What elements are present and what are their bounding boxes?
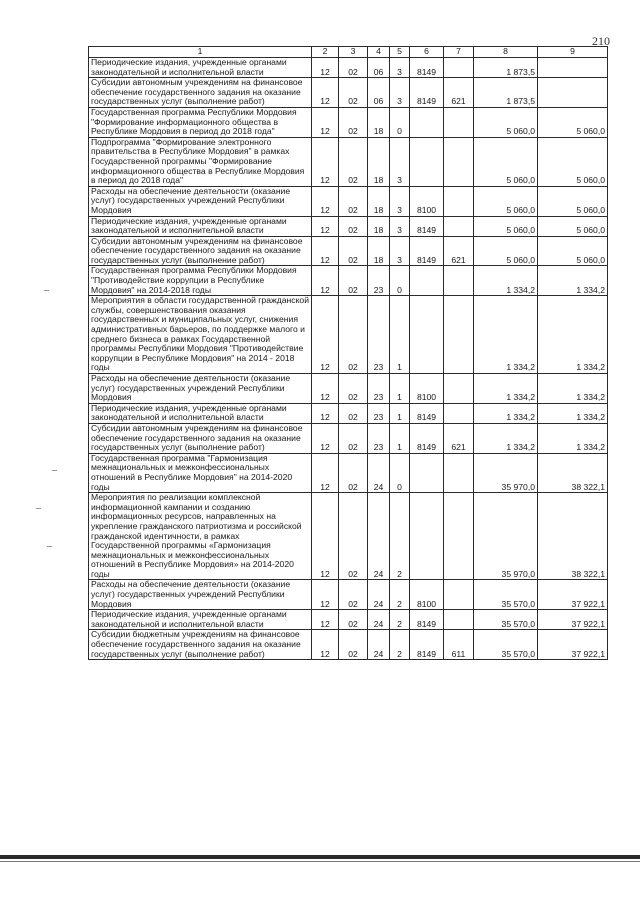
header-cell: 8: [474, 47, 538, 58]
table-row: [89, 630, 608, 660]
cell-c3: 02: [339, 610, 368, 630]
cell-c4: 18: [368, 107, 390, 137]
table-row: [89, 453, 608, 492]
cell-c4: 06: [368, 58, 390, 78]
cell-c3: 02: [339, 58, 368, 78]
row-description: Государственная программа Республики Мордовия "Формирование информационного общества в Республике Мордовия в период до 2018 года": [89, 107, 312, 137]
row-description: Государственная программа Республики Мордовия "Противодействие коррупции в Республике Мордовия" на 2014-2018 годы: [89, 266, 312, 296]
cell-c6: 8149: [410, 630, 444, 660]
cell-c2: 12: [312, 610, 339, 630]
row-description: Субсидии автономным учреждениям на финансовое обеспечение государственного задания на оказание государственных услуг (выполнение работ): [89, 236, 312, 266]
cell-c2: 12: [312, 296, 339, 374]
cell-c2: 12: [312, 374, 339, 404]
cell-c4: 18: [368, 236, 390, 266]
cell-c3: 02: [339, 266, 368, 296]
table-row: [89, 58, 608, 78]
row-description: Субсидии автономным учреждениям на финансовое обеспечение государственного задания на оказание государственных услуг (выполнение работ): [89, 423, 312, 453]
cell-c8: 5 060,0: [474, 186, 538, 216]
cell-c7: [444, 580, 474, 610]
row-description: Субсидии бюджетным учреждениям на финансовое обеспечение государственного задания на оказание государственных услуг (выполнение работ): [89, 630, 312, 660]
cell-c9: [538, 78, 608, 108]
row-description: Расходы на обеспечение деятельности (оказание услуг) государственных учреждений Республики Мордовия: [89, 580, 312, 610]
cell-c7: [444, 137, 474, 186]
cell-c6: 8100: [410, 374, 444, 404]
cell-c6: 8149: [410, 423, 444, 453]
margin-mark: [36, 508, 41, 509]
table-row: [89, 610, 608, 630]
cell-c5: 2: [390, 610, 410, 630]
cell-c2: 12: [312, 216, 339, 236]
cell-c9: 5 060,0: [538, 186, 608, 216]
cell-c6: [410, 296, 444, 374]
table-row: [89, 137, 608, 186]
cell-c9: 5 060,0: [538, 107, 608, 137]
row-description: Периодические издания, учрежденные органами законодательной и исполнительной власти: [89, 216, 312, 236]
cell-c4: 23: [368, 403, 390, 423]
table-row: [89, 296, 608, 374]
row-description: Субсидии автономным учреждениям на финансовое обеспечение государственного задания на оказание государственных услуг (выполнение работ): [89, 78, 312, 108]
cell-c2: 12: [312, 107, 339, 137]
cell-c3: 02: [339, 236, 368, 266]
cell-c5: 1: [390, 403, 410, 423]
cell-c5: 3: [390, 137, 410, 186]
page-bottom-border: [0, 855, 640, 859]
header-cell: 2: [312, 47, 339, 58]
cell-c3: 02: [339, 493, 368, 580]
cell-c5: 0: [390, 453, 410, 492]
cell-c9: 1 334,2: [538, 423, 608, 453]
cell-c6: [410, 453, 444, 492]
table-row: [89, 580, 608, 610]
cell-c2: 12: [312, 423, 339, 453]
header-row: [89, 47, 608, 58]
row-description: Мероприятия в области государственной гражданской службы, совершенствования оказания государственных и муниципальных услуг, снижения административных барьеров, по поддержке малого и среднего бизнеса в рамках Государственной программы Республики Мордовия "Противодействие коррупции в Республике Мордовия" на 2014 - 2018 годы: [89, 296, 312, 374]
cell-c7: [444, 186, 474, 216]
row-description: Государственная программа "Гармонизация межнациональных и межконфессиональных отношений в Республике Мордовия" на 2014-2020 годы: [89, 453, 312, 492]
cell-c2: 12: [312, 78, 339, 108]
row-description: Расходы на обеспечение деятельности (оказание услуг) государственных учреждений Республики Мордовия: [89, 186, 312, 216]
cell-c8: 5 060,0: [474, 216, 538, 236]
page-number: 210: [592, 34, 610, 48]
cell-c7: [444, 296, 474, 374]
cell-c7: 621: [444, 423, 474, 453]
cell-c3: 02: [339, 78, 368, 108]
table-row: [89, 266, 608, 296]
cell-c4: 18: [368, 186, 390, 216]
cell-c7: 621: [444, 236, 474, 266]
cell-c5: 1: [390, 423, 410, 453]
cell-c2: 12: [312, 266, 339, 296]
cell-c7: [444, 266, 474, 296]
cell-c3: 02: [339, 423, 368, 453]
cell-c9: 38 322,1: [538, 453, 608, 492]
header-cell: 1: [89, 47, 312, 58]
table-row: [89, 107, 608, 137]
cell-c4: 23: [368, 423, 390, 453]
cell-c7: [444, 493, 474, 580]
cell-c3: 02: [339, 186, 368, 216]
cell-c6: 8149: [410, 78, 444, 108]
cell-c9: 1 334,2: [538, 403, 608, 423]
cell-c8: 1 334,2: [474, 374, 538, 404]
cell-c2: 12: [312, 236, 339, 266]
cell-c8: 1 873,5: [474, 78, 538, 108]
cell-c7: [444, 403, 474, 423]
cell-c8: 35 570,0: [474, 610, 538, 630]
cell-c5: 1: [390, 296, 410, 374]
cell-c8: 1 334,2: [474, 423, 538, 453]
cell-c7: [444, 453, 474, 492]
cell-c3: 02: [339, 296, 368, 374]
page-bottom-border-thin: [0, 861, 640, 862]
cell-c2: 12: [312, 453, 339, 492]
cell-c8: 35 570,0: [474, 580, 538, 610]
cell-c5: 0: [390, 107, 410, 137]
cell-c8: 35 570,0: [474, 630, 538, 660]
cell-c8: 5 060,0: [474, 137, 538, 186]
cell-c3: 02: [339, 107, 368, 137]
cell-c7: 621: [444, 78, 474, 108]
header-cell: 6: [410, 47, 444, 58]
cell-c5: 3: [390, 216, 410, 236]
cell-c9: 5 060,0: [538, 216, 608, 236]
header-cell: 3: [339, 47, 368, 58]
cell-c5: 2: [390, 580, 410, 610]
cell-c7: 611: [444, 630, 474, 660]
budget-table: [88, 46, 608, 660]
cell-c4: 24: [368, 493, 390, 580]
cell-c8: 5 060,0: [474, 236, 538, 266]
cell-c6: [410, 107, 444, 137]
cell-c5: 2: [390, 630, 410, 660]
table-row: [89, 493, 608, 580]
table-row: [89, 374, 608, 404]
cell-c4: 24: [368, 453, 390, 492]
cell-c6: 8100: [410, 186, 444, 216]
cell-c6: [410, 266, 444, 296]
cell-c8: 5 060,0: [474, 107, 538, 137]
cell-c3: 02: [339, 630, 368, 660]
cell-c9: 37 922,1: [538, 610, 608, 630]
table-row: [89, 78, 608, 108]
cell-c2: 12: [312, 630, 339, 660]
cell-c6: 8100: [410, 580, 444, 610]
cell-c8: 1 873,5: [474, 58, 538, 78]
cell-c2: 12: [312, 186, 339, 216]
cell-c7: [444, 216, 474, 236]
cell-c5: 3: [390, 186, 410, 216]
cell-c8: 35 970,0: [474, 453, 538, 492]
cell-c7: [444, 58, 474, 78]
cell-c5: 0: [390, 266, 410, 296]
row-description: Подпрограмма "Формирование электронного правительства в Республике Мордовия" в рамках Государственной программы "Формирование информационного общества в Республике Мордовия в период до 2018 года": [89, 137, 312, 186]
cell-c8: 35 970,0: [474, 493, 538, 580]
header-cell: 9: [538, 47, 608, 58]
cell-c2: 12: [312, 137, 339, 186]
cell-c6: 8149: [410, 58, 444, 78]
row-description: Мероприятия по реализации комплексной информационной кампании и созданию информационных ресурсов, направленных на укрепление гражданского патриотизма и российской гражданской идентичности, в рамках Государственной программы «Гармонизация межнациональных и межконфессиональных отношений в Республике Мордовия» на 2014-2020 годы: [89, 493, 312, 580]
cell-c3: 02: [339, 403, 368, 423]
cell-c6: 8149: [410, 216, 444, 236]
cell-c4: 18: [368, 137, 390, 186]
cell-c4: 06: [368, 78, 390, 108]
table-row: [89, 403, 608, 423]
cell-c6: 8149: [410, 236, 444, 266]
cell-c2: 12: [312, 403, 339, 423]
cell-c7: [444, 107, 474, 137]
cell-c3: 02: [339, 453, 368, 492]
cell-c4: 24: [368, 630, 390, 660]
margin-mark: [47, 546, 52, 547]
cell-c5: 3: [390, 236, 410, 266]
cell-c9: 37 922,1: [538, 630, 608, 660]
cell-c9: 1 334,2: [538, 266, 608, 296]
cell-c3: 02: [339, 216, 368, 236]
cell-c6: [410, 493, 444, 580]
table-row: [89, 186, 608, 216]
cell-c7: [444, 374, 474, 404]
row-description: Расходы на обеспечение деятельности (оказание услуг) государственных учреждений Республики Мордовия: [89, 374, 312, 404]
table-row: [89, 216, 608, 236]
header-cell: 4: [368, 47, 390, 58]
cell-c4: 18: [368, 216, 390, 236]
table-row: [89, 236, 608, 266]
row-description: Периодические издания, учрежденные органами законодательной и исполнительной власти: [89, 58, 312, 78]
cell-c3: 02: [339, 580, 368, 610]
table-row: [89, 423, 608, 453]
cell-c5: 3: [390, 78, 410, 108]
cell-c6: [410, 137, 444, 186]
cell-c9: 5 060,0: [538, 236, 608, 266]
cell-c4: 24: [368, 610, 390, 630]
cell-c9: [538, 58, 608, 78]
cell-c5: 3: [390, 58, 410, 78]
cell-c8: 1 334,2: [474, 403, 538, 423]
margin-mark: [44, 290, 49, 291]
cell-c8: 1 334,2: [474, 296, 538, 374]
header-cell: 7: [444, 47, 474, 58]
cell-c4: 23: [368, 266, 390, 296]
cell-c2: 12: [312, 493, 339, 580]
cell-c4: 23: [368, 374, 390, 404]
margin-mark: [52, 470, 57, 471]
cell-c3: 02: [339, 374, 368, 404]
cell-c9: 5 060,0: [538, 137, 608, 186]
cell-c3: 02: [339, 137, 368, 186]
cell-c9: 1 334,2: [538, 296, 608, 374]
cell-c7: [444, 610, 474, 630]
cell-c9: 1 334,2: [538, 374, 608, 404]
cell-c9: 38 322,1: [538, 493, 608, 580]
cell-c2: 12: [312, 580, 339, 610]
cell-c5: 2: [390, 493, 410, 580]
cell-c6: 8149: [410, 610, 444, 630]
row-description: Периодические издания, учрежденные органами законодательной и исполнительной власти: [89, 610, 312, 630]
cell-c8: 1 334,2: [474, 266, 538, 296]
cell-c4: 23: [368, 296, 390, 374]
cell-c9: 37 922,1: [538, 580, 608, 610]
cell-c2: 12: [312, 58, 339, 78]
cell-c6: 8149: [410, 403, 444, 423]
header-cell: 5: [390, 47, 410, 58]
table-body: [89, 58, 608, 660]
cell-c5: 1: [390, 374, 410, 404]
cell-c4: 24: [368, 580, 390, 610]
row-description: Периодические издания, учрежденные органами законодательной и исполнительной власти: [89, 403, 312, 423]
